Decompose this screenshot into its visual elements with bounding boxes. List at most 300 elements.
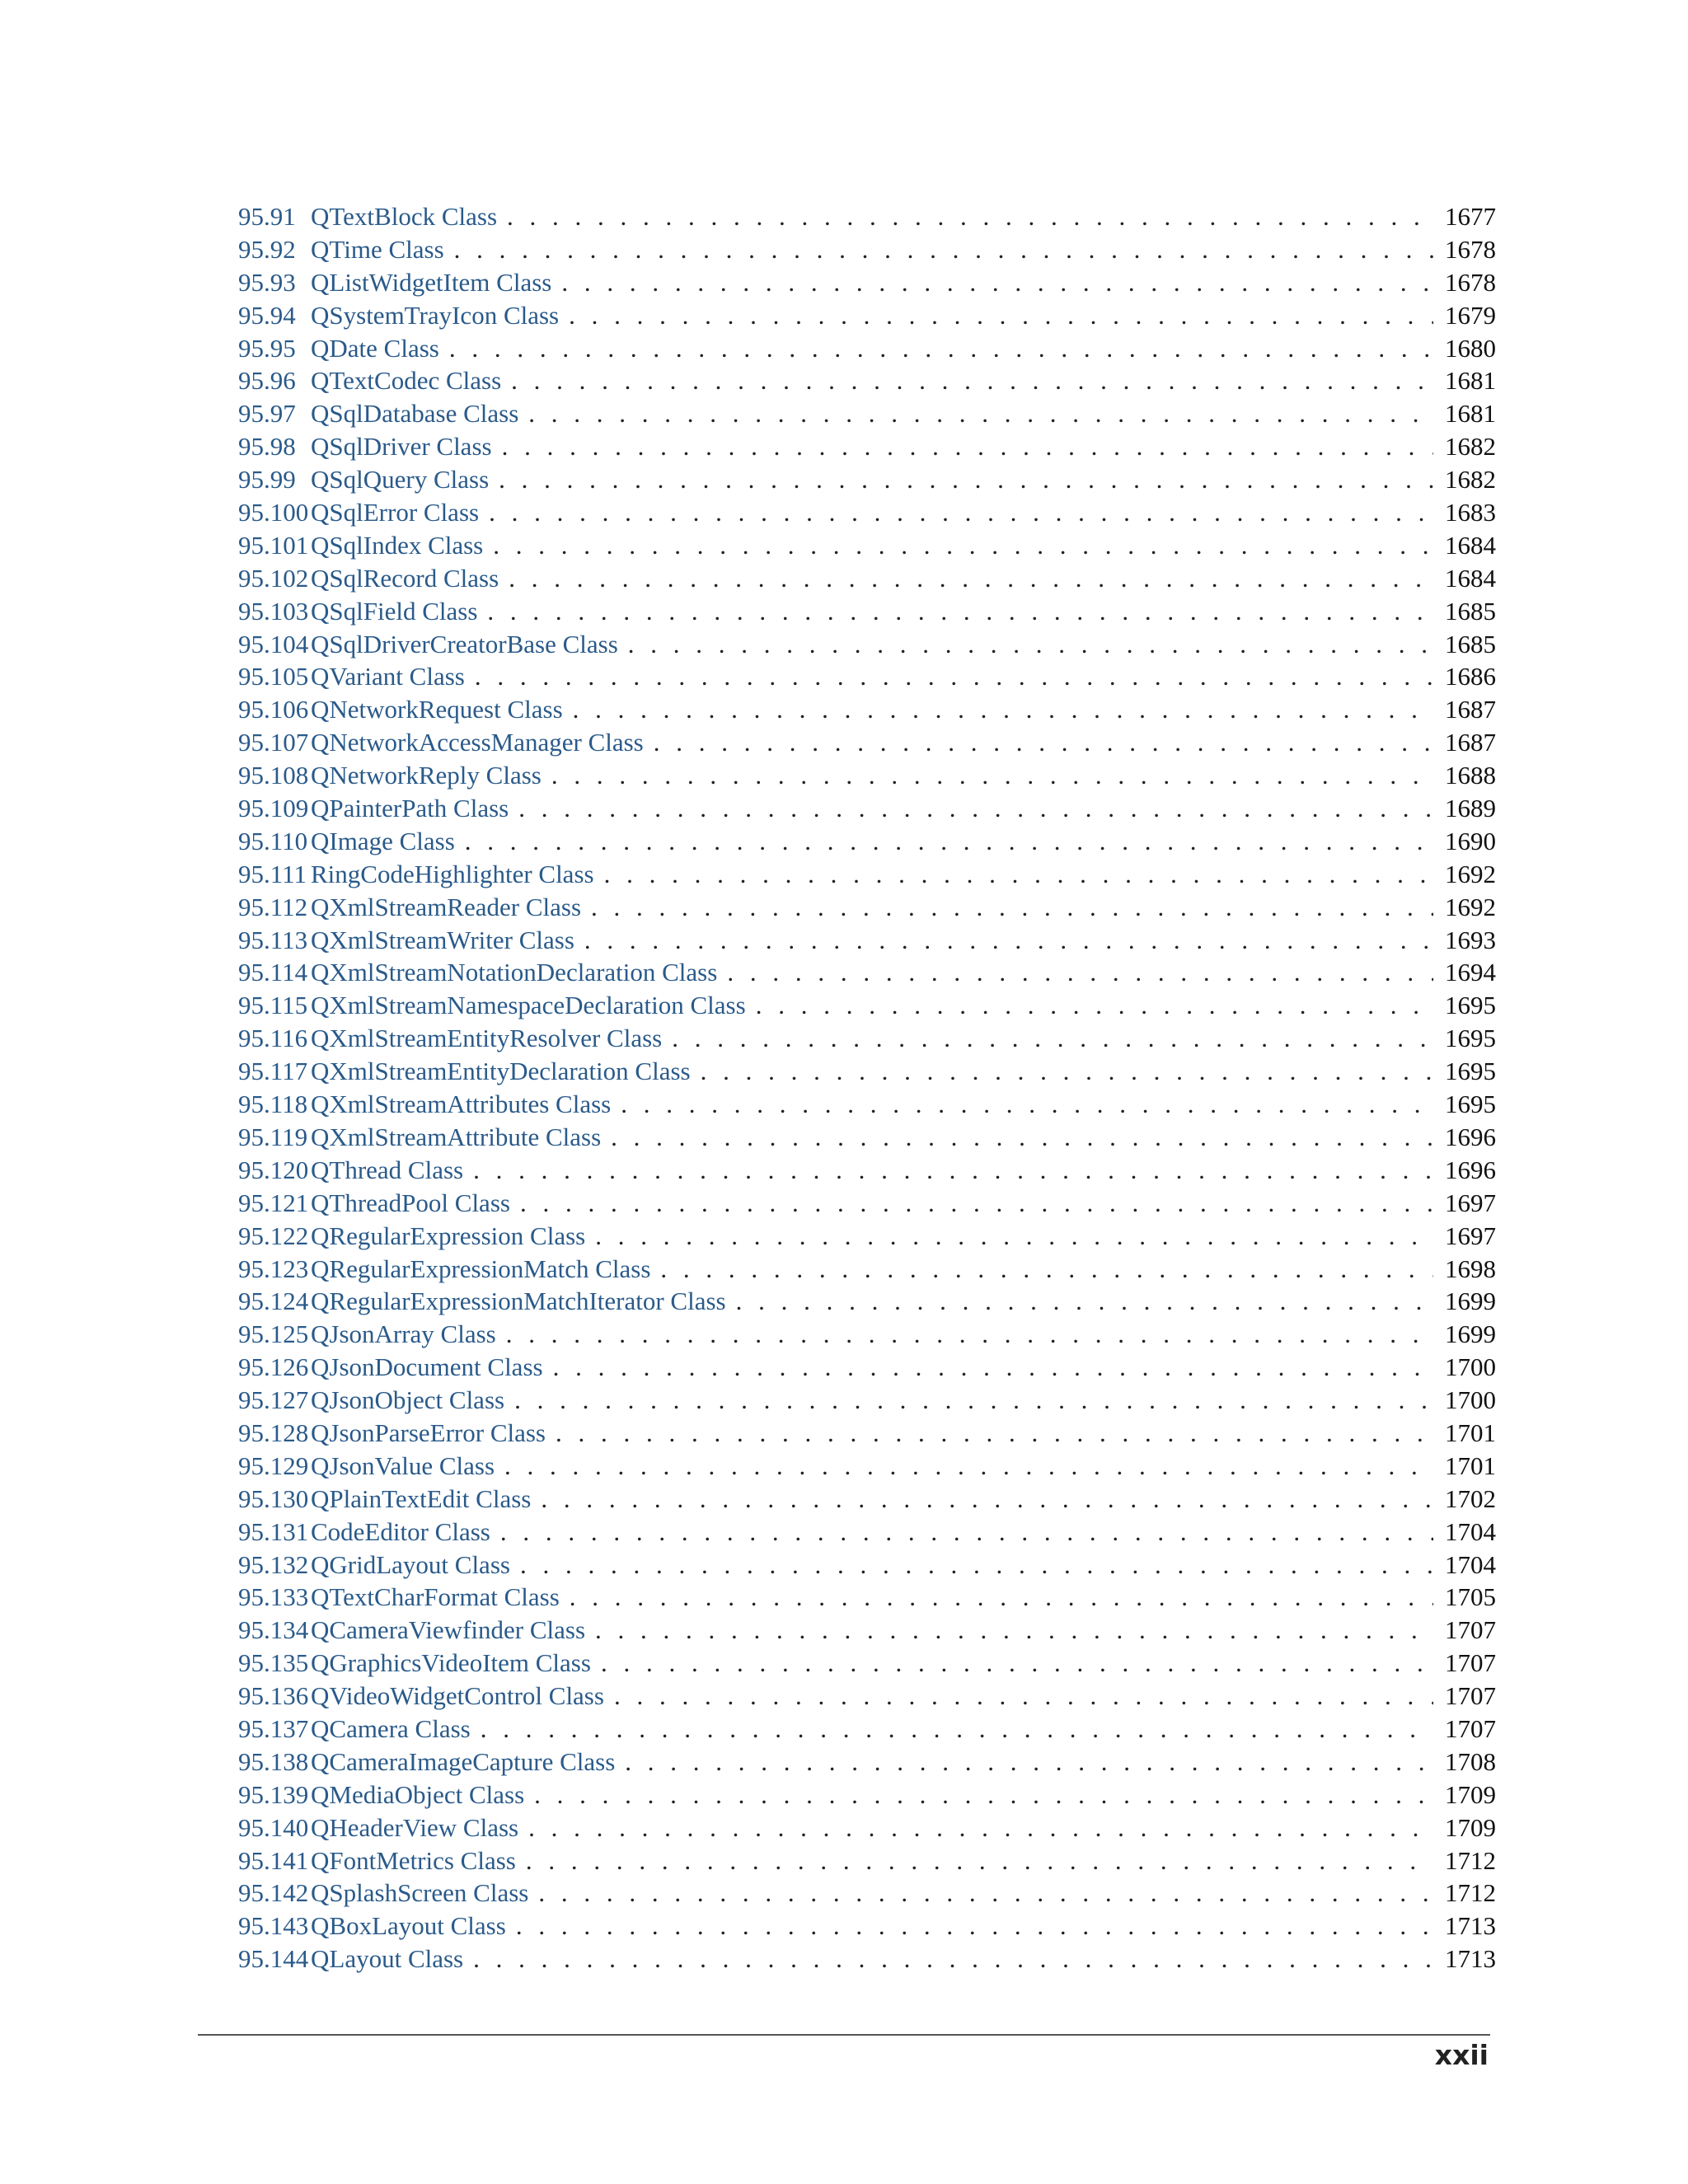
dot-leader [538, 1877, 1433, 1910]
section-title: QXmlStreamAttribute Class [311, 1122, 602, 1151]
toc-entry [238, 1811, 1496, 1844]
toc-entry [238, 1910, 1496, 1943]
section-number: 95.94 [238, 300, 296, 330]
page-reference: 1702 [1445, 1483, 1496, 1513]
page-reference: 1709 [1445, 1812, 1496, 1842]
toc-entry-link[interactable] [238, 825, 455, 858]
page-reference: 1682 [1445, 465, 1496, 494]
section-number: 95.126 [238, 1352, 309, 1382]
section-number: 95.106 [238, 695, 309, 724]
section-number: 95.112 [238, 892, 308, 921]
section-number: 95.141 [238, 1845, 309, 1875]
dot-leader [475, 660, 1433, 693]
dot-leader [520, 1549, 1433, 1582]
page-reference: 1708 [1445, 1746, 1496, 1776]
page-reference: 1689 [1445, 794, 1496, 823]
page-reference: 1693 [1445, 925, 1496, 954]
toc-entry-link[interactable] [238, 759, 542, 792]
page-reference: 1696 [1445, 1155, 1496, 1184]
toc-entry-link[interactable] [238, 1910, 506, 1943]
toc-entry [238, 1285, 1496, 1318]
page-reference: 1677 [1445, 202, 1496, 231]
section-title: QXmlStreamEntityDeclaration Class [311, 1057, 691, 1086]
page-reference: 1712 [1445, 1845, 1496, 1875]
toc-entry-link[interactable] [238, 1877, 528, 1910]
dot-leader [465, 825, 1433, 858]
section-title: QPlainTextEdit Class [311, 1483, 532, 1513]
dot-leader [604, 858, 1433, 891]
toc-entry-link[interactable] [238, 1779, 524, 1811]
toc-entry-link[interactable] [238, 1746, 615, 1779]
page-reference: 1695 [1445, 1057, 1496, 1086]
toc-entry [238, 1055, 1496, 1088]
section-number: 95.136 [238, 1681, 309, 1711]
section-number: 95.113 [238, 925, 308, 954]
toc-entry [238, 529, 1496, 562]
toc-entry [238, 364, 1496, 397]
dot-leader [506, 1318, 1433, 1351]
toc-entry [238, 1779, 1496, 1811]
toc-entry [238, 693, 1496, 726]
page-reference: 1695 [1445, 991, 1496, 1020]
dot-leader [514, 1384, 1433, 1417]
dot-leader [611, 1121, 1433, 1154]
dot-leader [595, 1220, 1433, 1253]
toc-entry-link[interactable] [238, 1614, 585, 1647]
section-title: QCamera Class [311, 1713, 471, 1743]
page-reference: 1701 [1445, 1418, 1496, 1447]
section-title: QFontMetrics Class [311, 1845, 516, 1875]
toc-entry [238, 891, 1496, 924]
page-reference: 1685 [1445, 629, 1496, 658]
dot-leader [727, 956, 1433, 989]
section-number: 95.129 [238, 1451, 309, 1480]
dot-leader [500, 1516, 1433, 1549]
toc-entry [238, 562, 1496, 595]
page-reference: 1681 [1445, 399, 1496, 429]
section-title: QRegularExpressionMatch Class [311, 1254, 651, 1283]
dot-leader [621, 1088, 1433, 1121]
section-number: 95.101 [238, 530, 309, 560]
page-reference: 1692 [1445, 892, 1496, 921]
section-title: QXmlStreamAttributes Class [311, 1090, 612, 1119]
section-title: QTime Class [311, 234, 444, 264]
toc-entry-link[interactable] [238, 397, 518, 430]
toc-entry-link[interactable] [238, 595, 477, 628]
dot-leader [487, 595, 1433, 628]
toc-entry-link[interactable] [238, 1055, 691, 1088]
section-title: QRegularExpression Class [311, 1221, 586, 1250]
page-reference: 1696 [1445, 1122, 1496, 1151]
toc-entry [238, 397, 1496, 430]
page-reference: 1692 [1445, 859, 1496, 888]
toc-entry [238, 1943, 1496, 1975]
toc-entry-link[interactable] [238, 858, 594, 891]
section-title: QXmlStreamEntityResolver Class [311, 1024, 663, 1053]
toc-entry-link[interactable] [238, 1647, 591, 1680]
section-number: 95.111 [238, 859, 307, 888]
section-number: 95.116 [238, 1024, 308, 1053]
section-number: 95.100 [238, 498, 309, 527]
dot-leader [556, 1417, 1433, 1450]
toc-entry [238, 1384, 1496, 1417]
section-title: QTextBlock Class [311, 202, 498, 231]
dot-leader [541, 1483, 1433, 1516]
section-title: QCameraImageCapture Class [311, 1746, 616, 1776]
toc-entry [238, 1351, 1496, 1384]
toc-entry-link[interactable] [238, 463, 489, 496]
toc-entry-link[interactable] [238, 1450, 495, 1483]
dot-leader [625, 1746, 1433, 1779]
dot-leader [526, 1844, 1433, 1877]
toc-entry-link[interactable] [238, 1154, 463, 1187]
dot-leader [756, 989, 1433, 1022]
toc-entry-link[interactable] [238, 364, 501, 397]
dot-leader [595, 1614, 1433, 1647]
section-title: QSqlDatabase Class [311, 399, 519, 429]
page-reference: 1707 [1445, 1713, 1496, 1743]
dot-leader [473, 1154, 1433, 1187]
toc-entry [238, 956, 1496, 989]
toc-entry [238, 924, 1496, 957]
dot-leader [701, 1055, 1433, 1088]
toc-entry [238, 1614, 1496, 1647]
toc-entry-link[interactable] [238, 1121, 601, 1154]
page-reference: 1707 [1445, 1648, 1496, 1678]
toc-entry-link[interactable] [238, 529, 483, 562]
dot-leader [516, 1910, 1433, 1943]
dot-leader [499, 463, 1433, 496]
toc-entry [238, 332, 1496, 365]
toc-entry [238, 1154, 1496, 1187]
section-number: 95.139 [238, 1779, 309, 1809]
page-reference: 1685 [1445, 596, 1496, 626]
dot-leader [473, 1943, 1433, 1975]
section-title: QJsonObject Class [311, 1385, 505, 1415]
dot-leader [569, 299, 1433, 332]
section-number: 95.128 [238, 1418, 309, 1447]
section-number: 95.103 [238, 596, 309, 626]
dot-leader [553, 1351, 1433, 1384]
toc-entry [238, 1417, 1496, 1450]
page-reference: 1698 [1445, 1254, 1496, 1283]
section-title: QGraphicsVideoItem Class [311, 1648, 591, 1678]
section-number: 95.120 [238, 1155, 309, 1184]
page-reference: 1712 [1445, 1878, 1496, 1908]
section-title: QJsonArray Class [311, 1319, 496, 1349]
section-number: 95.99 [238, 465, 296, 494]
toc-entry [238, 1088, 1496, 1121]
page-reference: 1683 [1445, 498, 1496, 527]
toc-entry-link[interactable] [238, 1417, 546, 1450]
toc-entry-link[interactable] [238, 1088, 611, 1121]
dot-leader [628, 628, 1433, 661]
toc-entry [238, 825, 1496, 858]
toc-entry [238, 1318, 1496, 1351]
section-title: CodeEditor Class [311, 1516, 490, 1546]
toc-entry-link[interactable] [238, 1680, 604, 1713]
toc-entry-link[interactable] [238, 1483, 531, 1516]
page-reference: 1701 [1445, 1451, 1496, 1480]
section-title: QSplashScreen Class [311, 1878, 529, 1908]
toc-entry [238, 463, 1496, 496]
dot-leader [736, 1285, 1433, 1318]
toc-entry-link[interactable] [238, 924, 574, 957]
page-reference: 1686 [1445, 662, 1496, 691]
section-title: QJsonValue Class [311, 1451, 495, 1480]
section-title: QNetworkReply Class [311, 761, 542, 790]
section-title: QXmlStreamWriter Class [311, 925, 574, 954]
dot-leader [601, 1647, 1433, 1680]
page-reference: 1687 [1445, 695, 1496, 724]
toc-entry [238, 1121, 1496, 1154]
section-title: QGridLayout Class [311, 1549, 510, 1579]
page-reference: 1695 [1445, 1024, 1496, 1053]
page-reference: 1713 [1445, 1944, 1496, 1974]
page-reference: 1707 [1445, 1681, 1496, 1711]
section-title: QXmlStreamReader Class [311, 892, 582, 921]
toc-entry [238, 233, 1496, 266]
page-reference: 1678 [1445, 234, 1496, 264]
toc-entry-link[interactable] [238, 1318, 496, 1351]
toc-entry-link[interactable] [238, 1253, 650, 1286]
dot-leader [654, 726, 1433, 759]
toc-entry-link[interactable] [238, 1811, 518, 1844]
section-title: QThread Class [311, 1155, 464, 1184]
page-reference: 1697 [1445, 1188, 1496, 1217]
section-title: QDate Class [311, 333, 439, 363]
section-number: 95.124 [238, 1286, 309, 1316]
section-number: 95.142 [238, 1878, 309, 1908]
section-title: QJsonDocument Class [311, 1352, 543, 1382]
toc-entry-link[interactable] [238, 1713, 471, 1746]
section-title: QSqlError Class [311, 498, 480, 527]
page-reference: 1699 [1445, 1286, 1496, 1316]
page-reference: 1704 [1445, 1549, 1496, 1579]
toc-entry [238, 1450, 1496, 1483]
toc-entry [238, 1516, 1496, 1549]
dot-leader [591, 891, 1433, 924]
dot-leader [528, 1811, 1433, 1844]
toc-entry [238, 858, 1496, 891]
section-number: 95.104 [238, 629, 309, 658]
section-title: QHeaderView Class [311, 1812, 519, 1842]
toc-entry-link[interactable] [238, 693, 563, 726]
dot-leader [507, 200, 1433, 233]
toc-entry-link[interactable] [238, 989, 746, 1022]
page-reference: 1684 [1445, 530, 1496, 560]
dot-leader [551, 759, 1433, 792]
page-reference: 1705 [1445, 1582, 1496, 1612]
page-reference: 1688 [1445, 761, 1496, 790]
toc-entry-link[interactable] [238, 1549, 510, 1582]
section-title: QSystemTrayIcon Class [311, 300, 560, 330]
section-title: QListWidgetItem Class [311, 267, 552, 297]
section-title: QVideoWidgetControl Class [311, 1681, 604, 1711]
section-number: 95.115 [238, 991, 308, 1020]
toc-entry [238, 266, 1496, 299]
page-reference: 1678 [1445, 267, 1496, 297]
toc-entry-link[interactable] [238, 1516, 490, 1549]
dot-leader [570, 1581, 1433, 1614]
page-reference: 1700 [1445, 1352, 1496, 1382]
section-title: QSqlIndex Class [311, 530, 484, 560]
section-number: 95.96 [238, 366, 296, 396]
toc-entry-link[interactable] [238, 332, 439, 365]
toc-entry-link[interactable] [238, 266, 551, 299]
section-number: 95.144 [238, 1944, 309, 1974]
toc-entry-link[interactable] [238, 660, 465, 693]
section-number: 95.134 [238, 1615, 309, 1645]
dot-leader [520, 1187, 1433, 1220]
toc-entry-link[interactable] [238, 562, 499, 595]
toc-entry [238, 989, 1496, 1022]
toc-entry [238, 1844, 1496, 1877]
toc-entry-link[interactable] [238, 496, 479, 529]
page-number: xxii [1434, 2039, 1489, 2071]
section-title: QBoxLayout Class [311, 1911, 506, 1941]
table-of-contents [238, 200, 1496, 1975]
toc-entry [238, 1581, 1496, 1614]
toc-entry-link[interactable] [238, 891, 581, 924]
toc-entry [238, 726, 1496, 759]
page-reference: 1707 [1445, 1615, 1496, 1645]
page-reference: 1713 [1445, 1911, 1496, 1941]
section-number: 95.140 [238, 1812, 309, 1842]
section-number: 95.118 [238, 1090, 308, 1119]
page-reference: 1694 [1445, 958, 1496, 987]
section-title: QNetworkRequest Class [311, 695, 563, 724]
toc-entry-link[interactable] [238, 1220, 585, 1253]
dot-leader [528, 397, 1433, 430]
toc-entry-link[interactable] [238, 1285, 726, 1318]
section-number: 95.114 [238, 958, 308, 987]
section-number: 95.108 [238, 761, 309, 790]
section-number: 95.117 [238, 1057, 308, 1086]
section-title: QImage Class [311, 826, 455, 855]
toc-entry-link[interactable] [238, 1943, 463, 1975]
toc-entry-link[interactable] [238, 628, 618, 661]
toc-entry-link[interactable] [238, 1187, 510, 1220]
section-number: 95.98 [238, 432, 296, 462]
section-title: QXmlStreamNotationDeclaration Class [311, 958, 718, 987]
page-reference: 1699 [1445, 1319, 1496, 1349]
page-reference: 1684 [1445, 563, 1496, 593]
toc-entry [238, 1022, 1496, 1055]
dot-leader [561, 266, 1433, 299]
footer-rule [198, 2034, 1490, 2036]
section-title: QVariant Class [311, 662, 465, 691]
section-title: QRegularExpressionMatchIterator Class [311, 1286, 726, 1316]
toc-entry-link[interactable] [238, 430, 492, 463]
section-number: 95.91 [238, 202, 296, 231]
page-reference: 1690 [1445, 826, 1496, 855]
toc-entry [238, 595, 1496, 628]
section-number: 95.121 [238, 1188, 309, 1217]
page-reference: 1687 [1445, 728, 1496, 757]
toc-entry-link[interactable] [238, 1581, 560, 1614]
toc-entry-link[interactable] [238, 956, 717, 989]
section-title: QSqlDriver Class [311, 432, 492, 462]
dot-leader [614, 1680, 1433, 1713]
toc-entry [238, 1220, 1496, 1253]
section-number: 95.131 [238, 1516, 309, 1546]
section-number: 95.123 [238, 1254, 309, 1283]
toc-entry-link[interactable] [238, 233, 444, 266]
section-number: 95.102 [238, 563, 309, 593]
toc-entry [238, 1549, 1496, 1582]
section-number: 95.93 [238, 267, 296, 297]
section-number: 95.109 [238, 794, 309, 823]
section-number: 95.143 [238, 1911, 309, 1941]
toc-entry [238, 759, 1496, 792]
section-number: 95.97 [238, 399, 296, 429]
section-title: RingCodeHighlighter Class [311, 859, 594, 888]
section-number: 95.138 [238, 1746, 309, 1776]
toc-entry [238, 792, 1496, 825]
dot-leader [511, 364, 1433, 397]
section-title: QCameraViewfinder Class [311, 1615, 586, 1645]
section-number: 95.95 [238, 333, 296, 363]
section-number: 95.125 [238, 1319, 309, 1349]
toc-entry [238, 1746, 1496, 1779]
page-reference: 1679 [1445, 300, 1496, 330]
page-reference: 1704 [1445, 1516, 1496, 1546]
toc-entry-link[interactable] [238, 792, 509, 825]
toc-entry [238, 1680, 1496, 1713]
section-title: QMediaObject Class [311, 1779, 525, 1809]
section-number: 95.122 [238, 1221, 309, 1250]
toc-entry [238, 496, 1496, 529]
section-title: QSqlRecord Class [311, 563, 499, 593]
toc-entry [238, 1483, 1496, 1516]
toc-entry-link[interactable] [238, 1351, 543, 1384]
section-title: QSqlQuery Class [311, 465, 490, 494]
dot-leader [449, 332, 1433, 365]
dot-leader [489, 496, 1433, 529]
dot-leader [660, 1253, 1433, 1286]
page-reference: 1682 [1445, 432, 1496, 462]
toc-entry [238, 430, 1496, 463]
section-number: 95.127 [238, 1385, 309, 1415]
toc-entry-link[interactable] [238, 1384, 504, 1417]
toc-entry [238, 200, 1496, 233]
section-title: QThreadPool Class [311, 1188, 510, 1217]
dot-leader [493, 529, 1433, 562]
toc-entry-link[interactable] [238, 200, 497, 233]
toc-entry-link[interactable] [238, 1022, 662, 1055]
section-title: QNetworkAccessManager Class [311, 728, 644, 757]
section-number: 95.92 [238, 234, 296, 264]
section-number: 95.110 [238, 826, 308, 855]
toc-entry-link[interactable] [238, 299, 559, 332]
section-title: QTextCharFormat Class [311, 1582, 560, 1612]
dot-leader [518, 792, 1433, 825]
toc-entry [238, 628, 1496, 661]
section-number: 95.135 [238, 1648, 309, 1678]
dot-leader [573, 693, 1433, 726]
page-reference: 1709 [1445, 1779, 1496, 1809]
dot-leader [584, 924, 1433, 957]
dot-leader [454, 233, 1433, 266]
section-title: QLayout Class [311, 1944, 464, 1974]
toc-entry [238, 1647, 1496, 1680]
toc-entry-link[interactable] [238, 1844, 516, 1877]
toc-entry-link[interactable] [238, 726, 644, 759]
page-reference: 1680 [1445, 333, 1496, 363]
page-reference: 1700 [1445, 1385, 1496, 1415]
dot-leader [509, 562, 1433, 595]
